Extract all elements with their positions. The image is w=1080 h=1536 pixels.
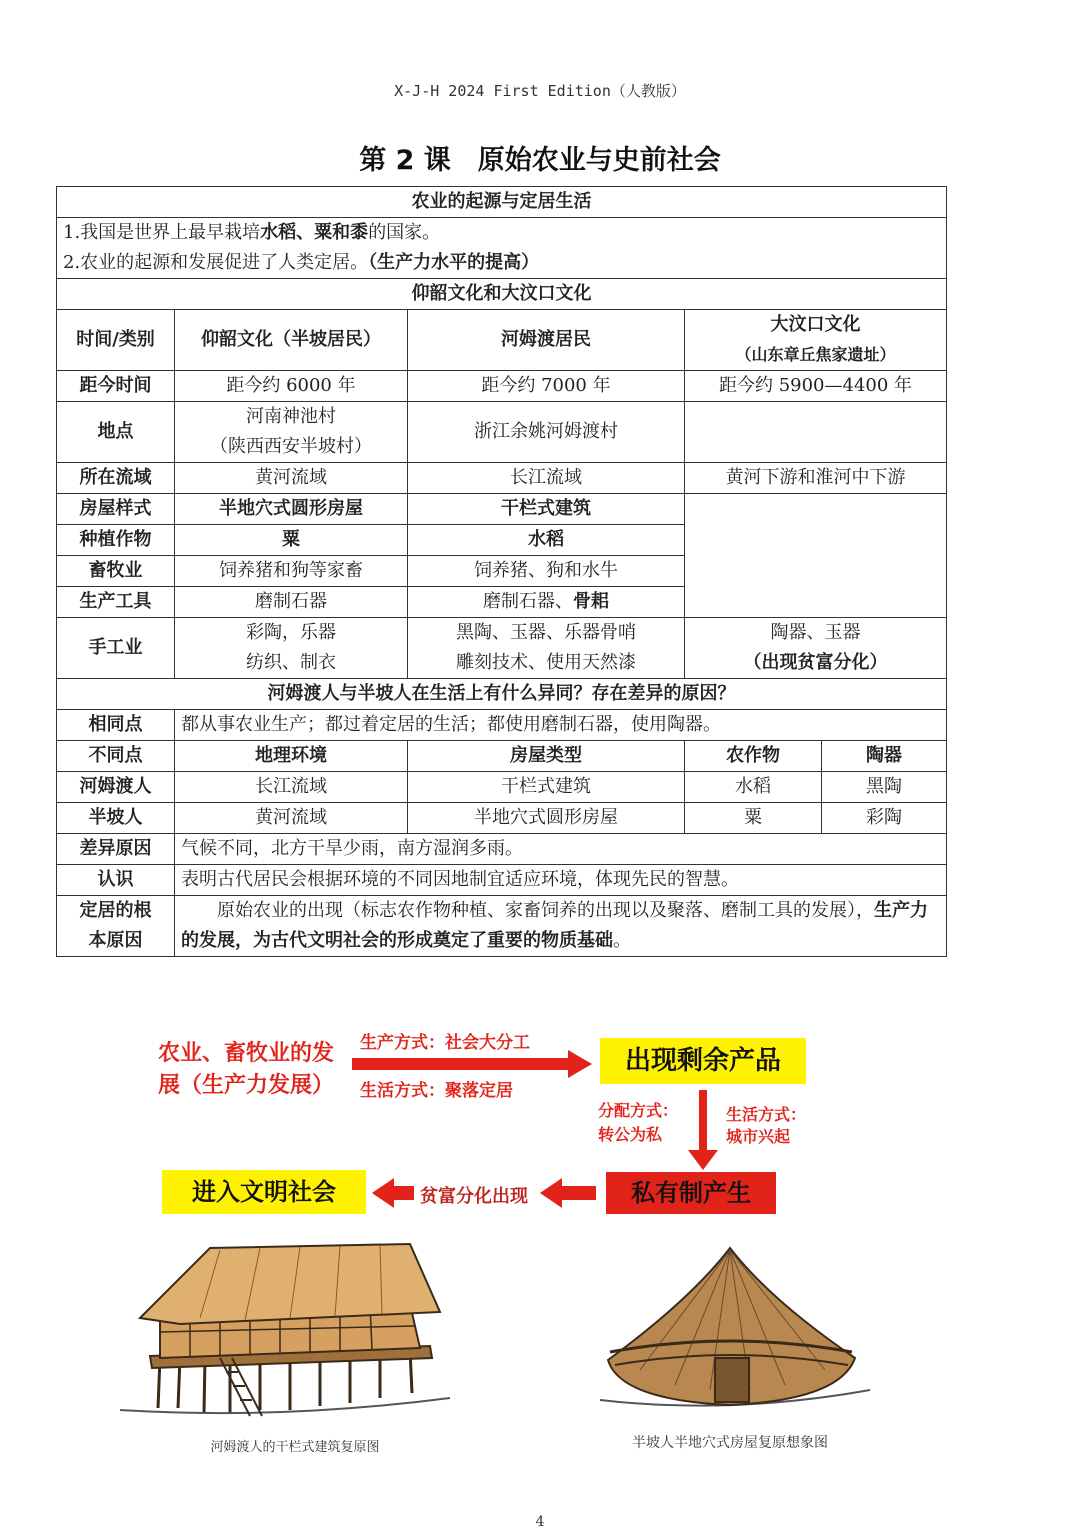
flow-arrow-bottom-label: 生活方式：聚落定居	[360, 1081, 513, 1101]
cell-dawenkou-blank	[685, 494, 947, 618]
cell-hemudu-craft: 黑陶、玉器、乐器骨哨 雕刻技术、使用天然漆	[408, 618, 685, 679]
cell-yangshao-crop: 粟	[175, 525, 408, 556]
cell-hemudu-crop: 水稻	[408, 525, 685, 556]
row-label-root: 定居的根 本原因	[57, 896, 175, 957]
flow-diagram	[0, 1010, 1080, 1230]
wealth-gap-label: 贫富分化出现	[420, 1186, 528, 1207]
row-label-basin: 所在流域	[57, 463, 175, 494]
flow-arrow-top-label: 生产方式：社会大分工	[360, 1033, 530, 1053]
diff-header-pottery: 陶器	[822, 741, 947, 772]
stilt-house-illustration	[120, 1238, 450, 1428]
table-row	[57, 710, 947, 741]
right-figure-caption: 半坡人半地穴式房屋复原想象图	[632, 1435, 828, 1451]
cell-yangshao-house: 半地穴式圆形房屋	[175, 494, 408, 525]
surplus-box: 出现剩余产品	[600, 1038, 806, 1084]
document-header: X-J-H 2024 First Edition（人教版）	[394, 82, 686, 100]
section2-heading: 仰韶文化和大汶口文化	[57, 279, 947, 310]
civilization-box: 进入文明社会	[162, 1170, 366, 1214]
diff-header-crop: 农作物	[685, 741, 822, 772]
col-header-category: 时间/类别	[57, 310, 175, 371]
row-label-diff: 不同点	[57, 741, 175, 772]
row-label-craft: 手工业	[57, 618, 175, 679]
cell-hemudu-time: 距今约 7000 年	[408, 371, 685, 402]
cell-banpo-croptype: 粟	[685, 803, 822, 834]
row-label-tools: 生产工具	[57, 587, 175, 618]
private-ownership-box: 私有制产生	[606, 1172, 776, 1214]
cell-hemudu-croptype: 水稻	[685, 772, 822, 803]
cell-hemudu-pottery: 黑陶	[822, 772, 947, 803]
section-heading-row	[57, 187, 947, 218]
table-row	[57, 371, 947, 402]
cell-root-text: 原始农业的出现（标志农作物种植、家畜饲养的出现以及聚落、磨制工具的发展），生产力的发展，为古代文明社会的形成奠定了重要的物质基础。	[175, 896, 947, 957]
cell-yangshao-basin: 黄河流域	[175, 463, 408, 494]
table-row	[57, 772, 947, 803]
table-row	[57, 463, 947, 494]
flow-dist-line1: 分配方式：	[598, 1101, 679, 1120]
cell-hemudu-tools: 磨制石器、骨耜	[408, 587, 685, 618]
row-label-time: 距今时间	[57, 371, 175, 402]
table-row	[57, 402, 947, 463]
cell-yangshao-livestock: 饲养猪和狗等家畜	[175, 556, 408, 587]
flow-dist-line2: 转公为私	[598, 1125, 663, 1144]
cell-yangshao-tools: 磨制石器	[175, 587, 408, 618]
cell-hemudu-place: 浙江余姚河姆渡村	[408, 402, 685, 463]
cell-reason-text: 气候不同，北方干旱少雨，南方湿润多雨。	[175, 834, 947, 865]
section1-heading: 农业的起源与定居生活	[57, 187, 947, 218]
intro-line-1: 1.我国是世界上最早栽培水稻、粟和黍的国家。	[63, 222, 441, 243]
table-row	[57, 494, 947, 525]
lesson-table	[56, 186, 947, 957]
cell-cognition-text: 表明古代居民会根据环境的不同因地制宜适应环境，体现先民的智慧。	[175, 865, 947, 896]
row-label-cognition: 认识	[57, 865, 175, 896]
row-label-crop: 种植作物	[57, 525, 175, 556]
cell-hemudu-basin: 长江流域	[408, 463, 685, 494]
table-row	[57, 803, 947, 834]
table-row	[57, 834, 947, 865]
flow-life-line2: 城市兴起	[726, 1127, 791, 1146]
intro-line-2: 2.农业的起源和发展促进了人类定居。（生产力水平的提高）	[63, 252, 540, 273]
col-header-hemudu: 河姆渡居民	[408, 310, 685, 371]
cell-dawenkou-place	[685, 402, 947, 463]
table-row	[57, 865, 947, 896]
flow-life-line1: 生活方式：	[726, 1105, 807, 1124]
cell-hemudu-housetype: 干栏式建筑	[408, 772, 685, 803]
diff-header-geo: 地理环境	[175, 741, 408, 772]
flow-start-line1: 农业、畜牧业的发	[158, 1041, 335, 1066]
cell-hemudu-geo: 长江流域	[175, 772, 408, 803]
table-row	[57, 741, 947, 772]
culture-header-row	[57, 310, 947, 371]
row-label-reason: 差异原因	[57, 834, 175, 865]
intro-cell	[57, 218, 947, 279]
cell-dawenkou-time: 距今约 5900—4400 年	[685, 371, 947, 402]
diff-header-house: 房屋类型	[408, 741, 685, 772]
row-label-place: 地点	[57, 402, 175, 463]
cell-dawenkou-craft: 陶器、玉器 （出现贫富分化）	[685, 618, 947, 679]
cell-hemudu-house: 干栏式建筑	[408, 494, 685, 525]
pit-house-illustration	[580, 1240, 880, 1420]
left-figure-caption: 河姆渡人的干栏式建筑复原图	[210, 1440, 380, 1455]
cell-hemudu-livestock: 饲养猪、狗和水牛	[408, 556, 685, 587]
row-label-livestock: 畜牧业	[57, 556, 175, 587]
flow-start-line2: 展（生产力发展）	[158, 1073, 335, 1098]
cell-banpo-geo: 黄河流域	[175, 803, 408, 834]
cell-banpo-housetype: 半地穴式圆形房屋	[408, 803, 685, 834]
table-row	[57, 618, 947, 679]
cell-yangshao-place: 河南神池村 （陕西西安半坡村）	[175, 402, 408, 463]
row-label-same: 相同点	[57, 710, 175, 741]
cell-yangshao-time: 距今约 6000 年	[175, 371, 408, 402]
lesson-title: 第 2 课 原始农业与史前社会	[359, 145, 721, 176]
cell-yangshao-craft: 彩陶，乐器 纺织、制衣	[175, 618, 408, 679]
table-row	[57, 896, 947, 957]
cell-dawenkou-basin: 黄河下游和淮河中下游	[685, 463, 947, 494]
row-label-banpo: 半坡人	[57, 803, 175, 834]
page-number: 4	[535, 1514, 545, 1530]
section3-heading: 河姆渡人与半坡人在生活上有什么异同？存在差异的原因？	[57, 679, 947, 710]
row-label-house: 房屋样式	[57, 494, 175, 525]
col-header-dawenkou: 大汶口文化 （山东章丘焦家遗址）	[685, 310, 947, 371]
col-header-yangshao: 仰韶文化（半坡居民）	[175, 310, 408, 371]
cell-same-text: 都从事农业生产；都过着定居的生活；都使用磨制石器，使用陶器。	[175, 710, 947, 741]
intro-row	[57, 218, 947, 279]
cell-banpo-pottery: 彩陶	[822, 803, 947, 834]
row-label-hemudu: 河姆渡人	[57, 772, 175, 803]
